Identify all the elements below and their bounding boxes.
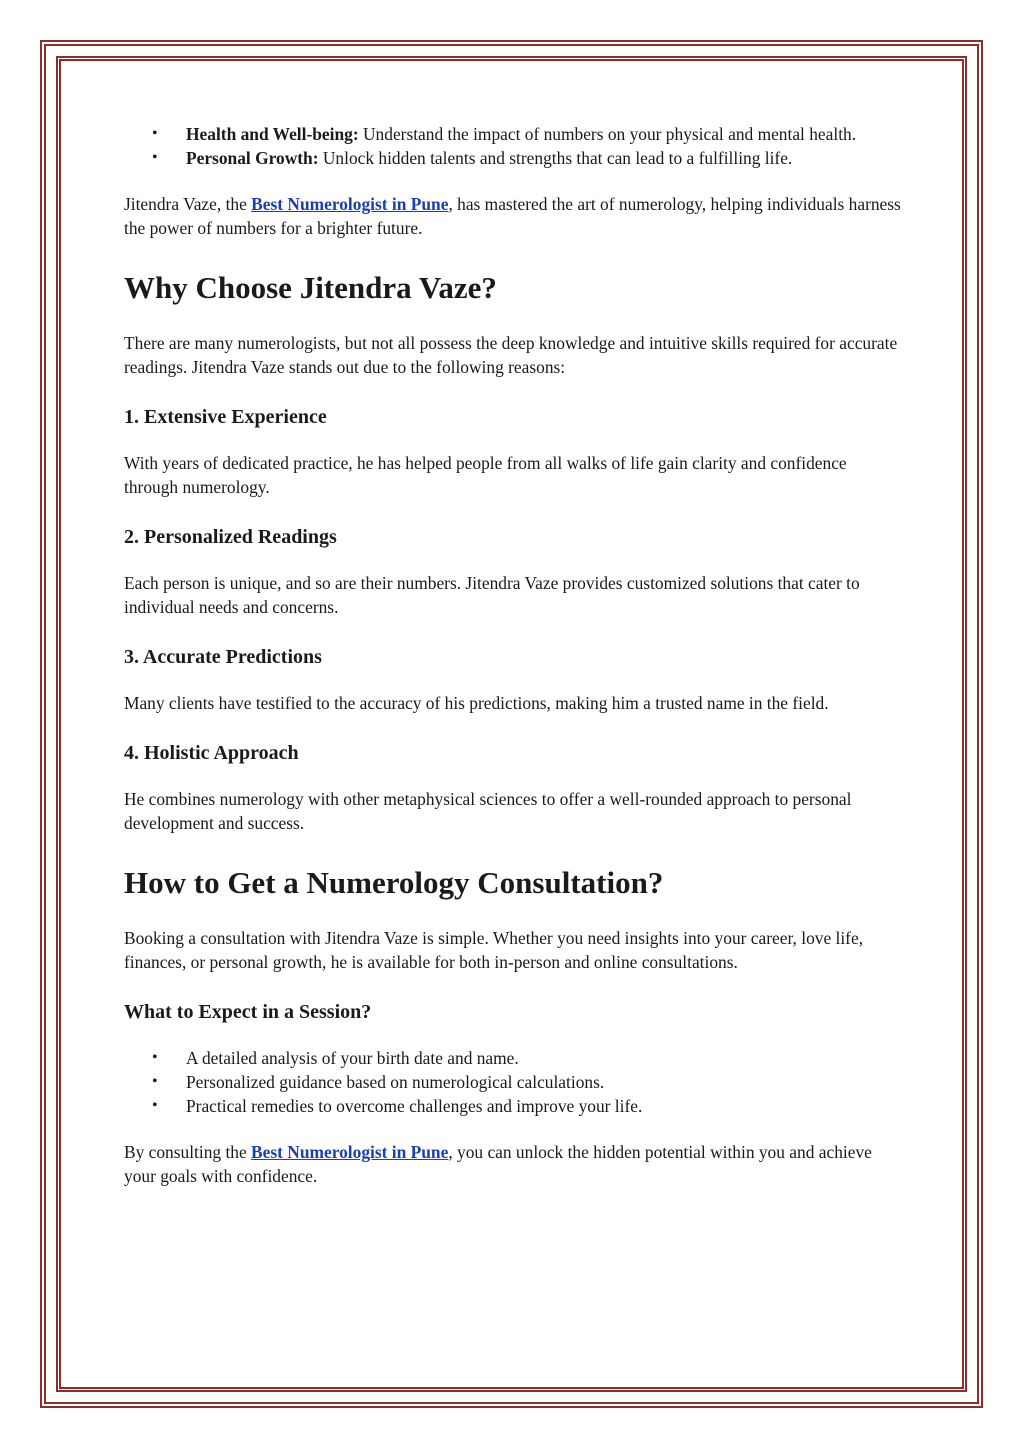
list-item-label: Health and Well-being:: [186, 124, 359, 144]
consultation-heading: How to Get a Numerology Consultation?: [124, 865, 664, 900]
list-item: [186, 122, 904, 146]
best-numerologist-link[interactable]: Best Numerologist in Pune: [251, 1142, 449, 1162]
benefits-list: [124, 122, 904, 170]
intro-text-start: Jitendra Vaze, the: [124, 194, 252, 214]
list-item: • Personalized guidance based on numerological calculations.: [186, 1070, 904, 1094]
best-numerologist-link[interactable]: Best Numerologist in Pune: [251, 194, 449, 214]
list-item: • A detailed analysis of your birth date and name.: [186, 1046, 904, 1070]
document-content: [124, 122, 904, 1188]
reason-title: 4. Holistic Approach: [124, 742, 299, 764]
session-list: [124, 1046, 904, 1118]
closing-text-end: , you can unlock the hidden potential within you and achieve your goals with confidence.: [124, 1142, 872, 1186]
list-item: • Practical remedies to overcome challenges and improve your life.: [186, 1094, 904, 1118]
reason-text: He combines numerology with other metaphysical sciences to offer a well-rounded approach to personal development and success.: [124, 789, 852, 833]
why-heading: Why Choose Jitendra Vaze?: [124, 270, 497, 305]
list-item-text: Unlock hidden talents and strengths that can lead to a fulfilling life.: [318, 148, 793, 168]
list-item-text: Understand the impact of numbers on your physical and mental health.: [358, 124, 857, 144]
consultation-text: Booking a consultation with Jitendra Vaze is simple. Whether you need insights into your career, love life, finances, or personal growth, he is available for both in-person and online consultations.: [124, 928, 864, 972]
reason-text: With years of dedicated practice, he has helped people from all walks of life gain clarity and confidence through numerology.: [124, 453, 847, 497]
reason-title: 1. Extensive Experience: [124, 406, 327, 428]
reason-title: 2. Personalized Readings: [124, 526, 337, 548]
session-heading: What to Expect in a Session?: [124, 1001, 372, 1023]
intro-paragraph: [124, 192, 904, 240]
list-item: [186, 146, 904, 170]
intro-text-end: , has mastered the art of numerology, helping individuals harness the power of numbers for a brighter future.: [124, 194, 901, 238]
reason-text: Many clients have testified to the accuracy of his predictions, making him a trusted name in the field.: [124, 693, 829, 713]
reason-text: Each person is unique, and so are their numbers. Jitendra Vaze provides customized solutions that cater to individual needs and concerns.: [124, 573, 860, 617]
list-item-label: Personal Growth:: [186, 148, 319, 168]
closing-text-start: By consulting the: [124, 1142, 252, 1162]
closing-paragraph: [124, 1140, 904, 1188]
reason-title: 3. Accurate Predictions: [124, 646, 322, 668]
why-intro: There are many numerologists, but not all possess the deep knowledge and intuitive skills required for accurate readings. Jitendra Vaze stands out due to the following reasons:: [124, 333, 898, 377]
